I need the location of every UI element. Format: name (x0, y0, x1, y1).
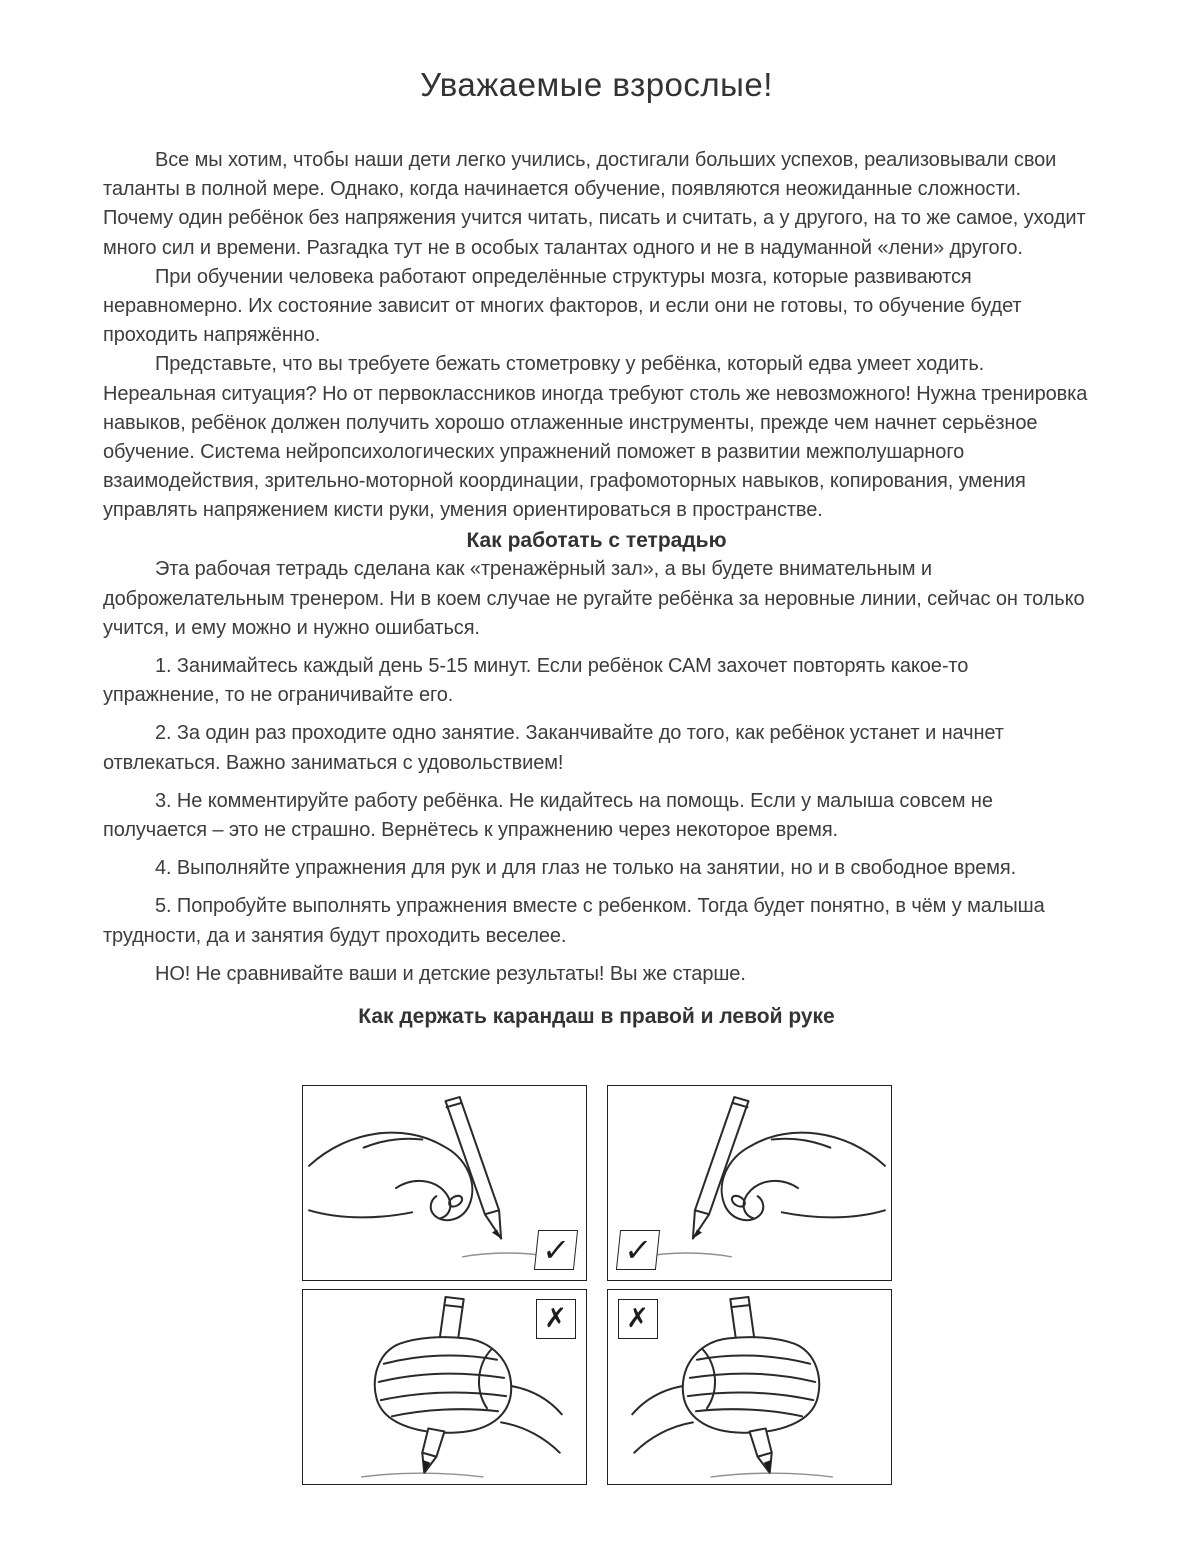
rule-item-4: 4. Выполняйте упражнения для рук и для глаз не только на занятии, но и в свободное время. (155, 857, 1017, 880)
incorrect-grip-right-hand-box (302, 1289, 587, 1485)
rule-item-3: 3. Не комментируйте работу ребёнка. Не кидайтесь на помощь. Если у малыша совсем не получается – это не страшно. Вернётесь к упражнению через некоторое время. (103, 789, 993, 841)
checkmark-icon: ✓ (615, 1230, 659, 1270)
how-to-work-lead: Эта рабочая тетрадь сделана как «тренажёрный зал», а вы будете внимательным и доброжелательным тренером. Ни в коем случае не ругайте ребёнка за неровные линии, сейчас он только учится, и ему можно и нужно ошибаться. (103, 558, 1085, 639)
pencil-grip-grid (103, 1085, 1090, 1485)
intro-paragraph-2: При обучении человека работают определённые структуры мозга, которые развиваются неравномерно. Их состояние зависит от многих факторов, и если они не готовы, то обучение будет проходить напряжённо. (103, 265, 1022, 347)
cross-icon: ✗ (618, 1299, 658, 1339)
how-to-work-section (103, 555, 1090, 988)
how-to-work-heading: Как работать с тетрадью (466, 529, 727, 553)
intro-paragraph-1: Все мы хотим, чтобы наши дети легко учились, достигали больших успехов, реализовывали свои таланты в полной мере. Однако, когда начинается обучение, появляются неожиданные сложности. Почему один ребёнок без напряжения учится читать, писать и считать, а у другого, на то же самое, уходит много сил и времени. Разгадка тут не в особых талантах одного и не в надуманной «лени» другого. (103, 149, 1086, 259)
intro-paragraph-3: Представьте, что вы требуете бежать стометровку у ребёнка, который едва умеет ходить. Нереальная ситуация? Но от первоклассников иногда требуют столь же невозможного! Нужна тренировка навыков, ребёнок должен получить хорошо отлаженные инструменты, прежде чем начнет серьёзное обучение. Система нейропсихологических упражнений поможет в развитии межполушарного взаимодействия, зрительно-моторной координации, графомоторных навыков, копирования, умения управлять напряжением кисти руки, умения ориентироваться в пространстве. (103, 353, 1088, 522)
correct-grip-left-hand-box (607, 1085, 892, 1281)
correct-grip-right-hand-box (302, 1085, 587, 1281)
comparison-note: НО! Не сравнивайте ваши и детские результаты! Вы же старше. (155, 962, 746, 985)
page-title: Уважаемые взрослые! (420, 66, 773, 103)
intro-section (103, 146, 1090, 525)
checkmark-icon: ✓ (533, 1230, 577, 1270)
rule-item-2: 2. За один раз проходите одно занятие. Заканчивайте до того, как ребёнок устанет и начнет отвлекаться. Важно заниматься с удовольствием! (103, 722, 1004, 774)
grip-heading: Как держать карандаш в правой и левой руке (358, 1004, 835, 1028)
incorrect-grip-left-hand-box (607, 1289, 892, 1485)
rule-item-1: 1. Занимайтесь каждый день 5-15 минут. Если ребёнок САМ захочет повторять какое-то упражнение, то не ограничивайте его. (103, 655, 969, 707)
cross-icon: ✗ (536, 1299, 576, 1339)
rule-item-5: 5. Попробуйте выполнять упражнения вместе с ребенком. Тогда будет понятно, в чём у малыша трудности, да и занятия будут проходить веселее. (103, 895, 1045, 947)
